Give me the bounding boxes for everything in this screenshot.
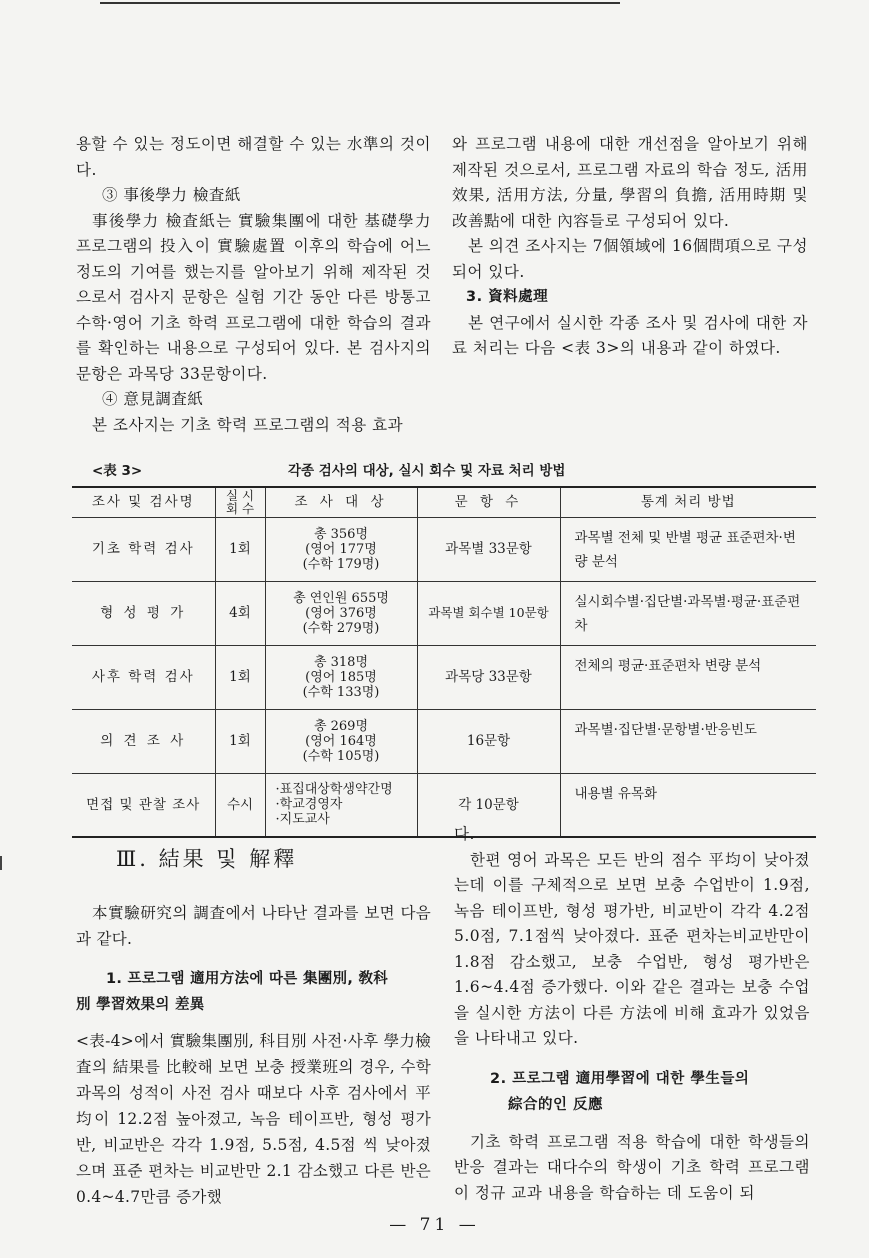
cell-count: 1회 bbox=[215, 645, 265, 709]
left-column-lower bbox=[76, 836, 431, 1210]
cell-name: 형 성 평 가 bbox=[72, 581, 215, 645]
paragraph: 本實驗研究의 調査에서 나타난 결과를 보면 다음과 같다. bbox=[76, 904, 431, 948]
paragraph: 한편 영어 과목은 모든 반의 점수 平均이 낮아졌는데 이를 구체적으로 보면 보충 수업반이 1.9점, 녹음 테이프반, 형성 평가반, 비교반이 각각 4.2점5.0점, 7.1점씩 낮아졌다. 표준 편차는비교반만이 1.8점 감소했고, 보충 수업반, 형성 평가반은 1.6~4.4점 증가했다. 이와 같은 결과는 보충 수업을 실시한 方法이 다른 方法에 비해 효과가 있었음을 나타내고 있다. bbox=[454, 850, 810, 1047]
cell-target: 총 연인원 655명 (영어 376명 (수학 279명) bbox=[265, 581, 417, 645]
paragraph: 와 프로그램 내용에 대한 개선점을 알아보기 위해 제작된 것으로서, 프로그램 자료의 학습 정도, 活用效果, 活用方法, 分量, 學習의 負擔, 活用時期 및 改善點에 대한 內容들로 구성되어 있다. bbox=[452, 135, 808, 230]
cell-count: 1회 bbox=[215, 709, 265, 773]
cell-target: 총 318명 (영어 185명 (수학 133명) bbox=[265, 645, 417, 709]
margin-mark bbox=[0, 856, 2, 870]
section-heading: 3. 資料處理 bbox=[466, 289, 549, 305]
page-number: — 71 — bbox=[389, 1215, 480, 1235]
right-column-lower bbox=[454, 822, 810, 1206]
table-title: 각종 검사의 대상, 실시 회수 및 자료 처리 방법 bbox=[288, 463, 566, 479]
chapter-title: Ⅲ. 結果 및 解釋 bbox=[116, 847, 298, 871]
header-target: 조 사 대 상 bbox=[265, 487, 417, 517]
cell-name: 사후 학력 검사 bbox=[72, 645, 215, 709]
table-label: <表 3> bbox=[92, 463, 143, 479]
cell-name: 기초 학력 검사 bbox=[72, 517, 215, 581]
paragraph: 본 조사지는 기초 학력 프로그램의 적용 효과 bbox=[92, 415, 404, 434]
item3-heading: ③ 事後學力 檢査紙 bbox=[102, 186, 241, 204]
paragraph: <表-4>에서 實驗集團別, 科目別 사전·사후 學力檢査의 結果를 比較해 보면 보충 授業班의 경우, 수학 과목의 성적이 사전 검사 때보다 사후 검사에서 平均이 12.2점 높아졌고, 녹음 테이프반, 형성 평가반, 비교반은 각각 1.9점, 5.5점, 4.5점 씩 낮아졌으며 표준 편차는 비교반만 2.1 감소했고 다른 반은 0.4~4.7만큼 증가했 bbox=[76, 1032, 431, 1206]
paragraph: 다. bbox=[454, 825, 475, 843]
cell-stats: 전체의 평균·표준편차 변량 분석 bbox=[560, 645, 816, 709]
cell-name: 면접 및 관찰 조사 bbox=[72, 773, 215, 837]
cell-target: ·표집대상학생약간명 ·학교경영자 ·지도교사 bbox=[265, 773, 417, 837]
cell-name: 의 견 조 사 bbox=[72, 709, 215, 773]
header-items: 문 항 수 bbox=[417, 487, 560, 517]
cell-stats: 내용별 유목화 bbox=[560, 773, 816, 837]
header-name: 조사 및 검사명 bbox=[72, 487, 215, 517]
cell-target: 총 269명 (영어 164명 (수학 105명) bbox=[265, 709, 417, 773]
cell-count: 수시 bbox=[215, 773, 265, 837]
table-3 bbox=[72, 486, 816, 838]
right-column-upper bbox=[452, 132, 808, 362]
cell-stats: 과목별 전체 및 반별 평균 표준편차·변량 분석 bbox=[560, 517, 816, 581]
cell-items: 과목당 33문항 bbox=[417, 645, 560, 709]
cell-items: 과목별 회수별 10문항 bbox=[417, 581, 560, 645]
cell-stats: 실시회수별·집단별·과목별·평균·표준편차 bbox=[560, 581, 816, 645]
paragraph: 事後學力 檢査紙는 實驗集團에 대한 基礎學力 프로그램의 投入이 實驗處置 이후의 학습에 어느 정도의 기여를 했는지를 알아보기 위해 제작된 것으로서 검사지 문항은 실험 기간 동안 다른 방통고 수학·영어 기초 학력 프로그램에 대한 학습의 결과를 확인하는 내용으로 구성되어 있다. 본 검사지의 문항은 과목당 33문항이다. bbox=[76, 211, 431, 383]
left-column-upper bbox=[76, 132, 431, 438]
paragraph: 기초 학력 프로그램 적용 학습에 대한 학생들의 반응 결과는 대다수의 학생이 기초 학력 프로그램이 정규 교과 내용을 학습하는 데 도움이 되 bbox=[454, 1132, 810, 1202]
top-rule bbox=[100, 2, 620, 4]
table-row bbox=[72, 581, 816, 645]
item4-heading: ④ 意見調査紙 bbox=[102, 390, 204, 408]
header-stats: 통계 처리 방법 bbox=[560, 487, 816, 517]
cell-items: 각 10문항 bbox=[417, 773, 560, 837]
paragraph: 본 연구에서 실시한 각종 조사 및 검사에 대한 자료 처리는 다음 <表 3>의 내용과 같이 하였다. bbox=[452, 313, 808, 357]
header-count: 실 시 회 수 bbox=[215, 487, 265, 517]
table-row bbox=[72, 709, 816, 773]
cell-items: 16문항 bbox=[417, 709, 560, 773]
table-row bbox=[72, 645, 816, 709]
cell-items: 과목별 33문항 bbox=[417, 517, 560, 581]
section-heading: 1. 프로그램 適用方法에 따른 集團別, 敎科 別 學習效果의 差異 bbox=[76, 971, 389, 1013]
paragraph: 용할 수 있는 정도이면 해결할 수 있는 水準의 것이다. bbox=[76, 135, 431, 179]
cell-count: 1회 bbox=[215, 517, 265, 581]
table-row bbox=[72, 517, 816, 581]
table-header-row bbox=[72, 487, 816, 517]
cell-target: 총 356명 (영어 177명 (수학 179명) bbox=[265, 517, 417, 581]
section-heading: 2. 프로그램 適用學習에 대한 學生들의 綜合的인 反應 bbox=[490, 1070, 750, 1113]
cell-stats: 과목별·집단별·문항별·반응빈도 bbox=[560, 709, 816, 773]
paragraph: 본 의견 조사지는 7個領域에 16個問項으로 구성되어 있다. bbox=[452, 237, 808, 281]
cell-count: 4회 bbox=[215, 581, 265, 645]
